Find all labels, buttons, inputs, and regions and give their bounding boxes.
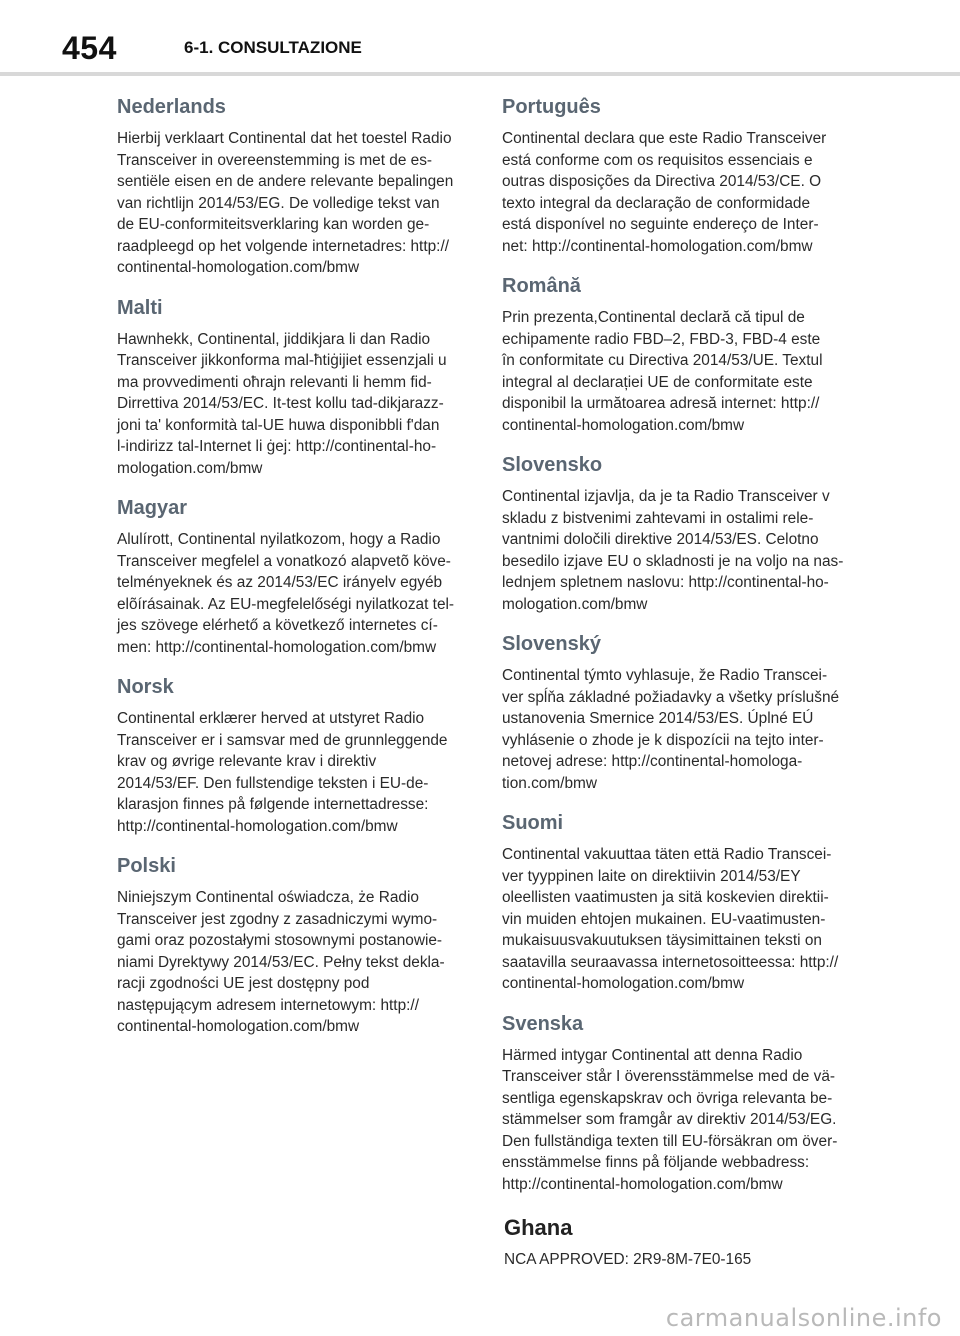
section-title: Svenska: [502, 1012, 584, 1035]
section-portugues: [502, 92, 850, 257]
section-malti: [117, 293, 465, 480]
section-body: Continental izjavlja, da je ta Radio Transceiver v skladu z bistvenimi zahtevami in ostalimi rele- vantnimi določili direktive 2014/53/ES. Celotno besedilo izjave EU o skladnosti je na voljo na nas- lednjem spletnem naslovu: http://continental-ho- mologation.com/bmw: [502, 488, 844, 613]
section-polski: [117, 851, 465, 1038]
section-slovensko: [502, 450, 850, 615]
section-body: Härmed intygar Continental att denna Radio Transceiver står I överensstämmelse med de vä- sentliga egenskapskrav och övriga relevanta be- stämmelser som framgår av direktiv 2014/53/EG. Den fullständiga texten till EU-försäkran om över- ensstämmelse finns på följande webbadress: http://continental-homologation.com/bmw: [502, 1046, 838, 1193]
section-title: Norsk: [117, 676, 174, 698]
section-title: Nederlands: [117, 96, 226, 118]
section-body: Prin prezenta,Continental declară că tipul de echipamente radio FBD–2, FBD-3, FBD-4 este în conformitate cu Directiva 2014/53/UE. Textul integral al declarației UE de conformitate este disponibil la următoarea adresă internet: http:// continental-homologation.com/bmw: [502, 309, 823, 434]
section-slovensky: [502, 629, 850, 794]
section-body: Niniejszym Continental oświadcza, że Radio Transceiver jest zgodny z zasadniczymi wymo- gami oraz pozostałymi stosownymi postanowie- niami Dyrektywy 2014/53/EC. Pełny tekst dekla- racji zgodności UE jest dostępny pod następującym adresem internetowym: http:// continental-homologation.com/bmw: [117, 889, 445, 1035]
section-magyar: [117, 493, 465, 658]
right-column: [502, 92, 850, 1285]
section-title: Slovenský: [502, 633, 601, 655]
section-body: Alulírott, Continental nyilatkozom, hogy a Radio Transceiver megfelel a vonatkozó alapvetõ köve- telményeknek és az 2014/53/EC irányelv egyéb elõírásainak. Az EU-megfelelőségi nyilatkozat tel- jes szövege elérhető a következő internetes cí- men: http://continental-homologation.com/bmw: [117, 531, 455, 656]
section-title: Română: [502, 275, 581, 297]
section-title: Polski: [117, 855, 176, 877]
section-norsk: [117, 672, 465, 837]
section-title: Português: [502, 96, 601, 118]
section-title: Suomi: [502, 812, 564, 834]
section-body: Continental declara que este Radio Transceiver está conforme com os requisitos essenciais e outras disposições da Directiva 2014/53/CE. O texto integral da declaração de conformidade está disponível no seguinte endereço de Inter- net: http://continental-homologation.com/bmw: [502, 130, 827, 255]
chapter-title: 6-1. CONSULTAZIONE: [184, 38, 362, 57]
watermark: carmanualsonline.info: [665, 1304, 942, 1332]
section-body: NCA APPROVED: 2R9-8M-7E0-165: [504, 1251, 752, 1268]
section-body: Hawnhekk, Continental, jiddikjara li dan Radio Transceiver jikkonforma mal-ħtiġijiet essenzjali u ma provvedimenti oħrajn relevanti li hemm fid- Dirrettiva 2014/53/EC. It-test kollu tad-dikjarazz- joni ta' konformità tal-UE huwa disponibbli f'dan l-indirizz tal-Internet li ġej: http://continental-ho- mologation.com/bmw: [117, 330, 447, 477]
section-svenska: [502, 1009, 850, 1196]
section-body: Continental vakuuttaa täten että Radio Transcei- ver tyyppinen laite on direktiivin 2014/53/EY oleellisten vaatimusten ja sitä koskevien direktii- vin muiden ehtojen mukainen. EU-vaatimusten- mukaisuusvakuutuksen täysimittainen teksti on saatavilla seuraavassa internetosoitteessa: http:// continental-homologation.com/bmw: [502, 846, 839, 992]
section-body: Continental erklærer herved at utstyret Radio Transceiver er i samsvar med de grunnleggende krav og øvrige relevante krav i direktiv 2014/53/EF. Den fullstendige teksten i EU-de- klarasjon finnes på følgende internettadresse: http://continental-homologation.com/bmw: [117, 710, 448, 835]
section-title: Magyar: [117, 497, 188, 519]
section-body: Hierbij verklaart Continental dat het toestel Radio Transceiver in overeenstemming is met de es- sentiële eisen en de andere relevante bepalingen van richtlijn 2014/53/EG. De volledige tekst van de EU-conformiteitsverklaring kan worden ge- raadpleegd op het volgende internetadres: http:// continental-homologation.com/bmw: [117, 130, 454, 276]
section-body: Continental týmto vyhlasuje, že Radio Transcei- ver spĺňa základné požiadavky a všetky príslušné ustanovenia Smernice 2014/53/ES. Úplné EÚ vyhlásenie o zhode je k dispozícii na tejto inter- netovej adrese: http://continental-homologa- tion.com/bmw: [502, 667, 840, 792]
section-title: Slovensko: [502, 454, 603, 476]
section-ghana: [502, 1213, 850, 1271]
section-nederlands: [117, 92, 465, 279]
header-divider: [0, 72, 960, 76]
section-suomi: [502, 808, 850, 995]
page-number: 454: [62, 30, 117, 66]
left-column: [117, 92, 465, 1052]
section-romana: [502, 271, 850, 436]
section-title: Ghana: [504, 1215, 573, 1240]
page-header: [0, 0, 960, 76]
section-title: Malti: [117, 296, 163, 319]
